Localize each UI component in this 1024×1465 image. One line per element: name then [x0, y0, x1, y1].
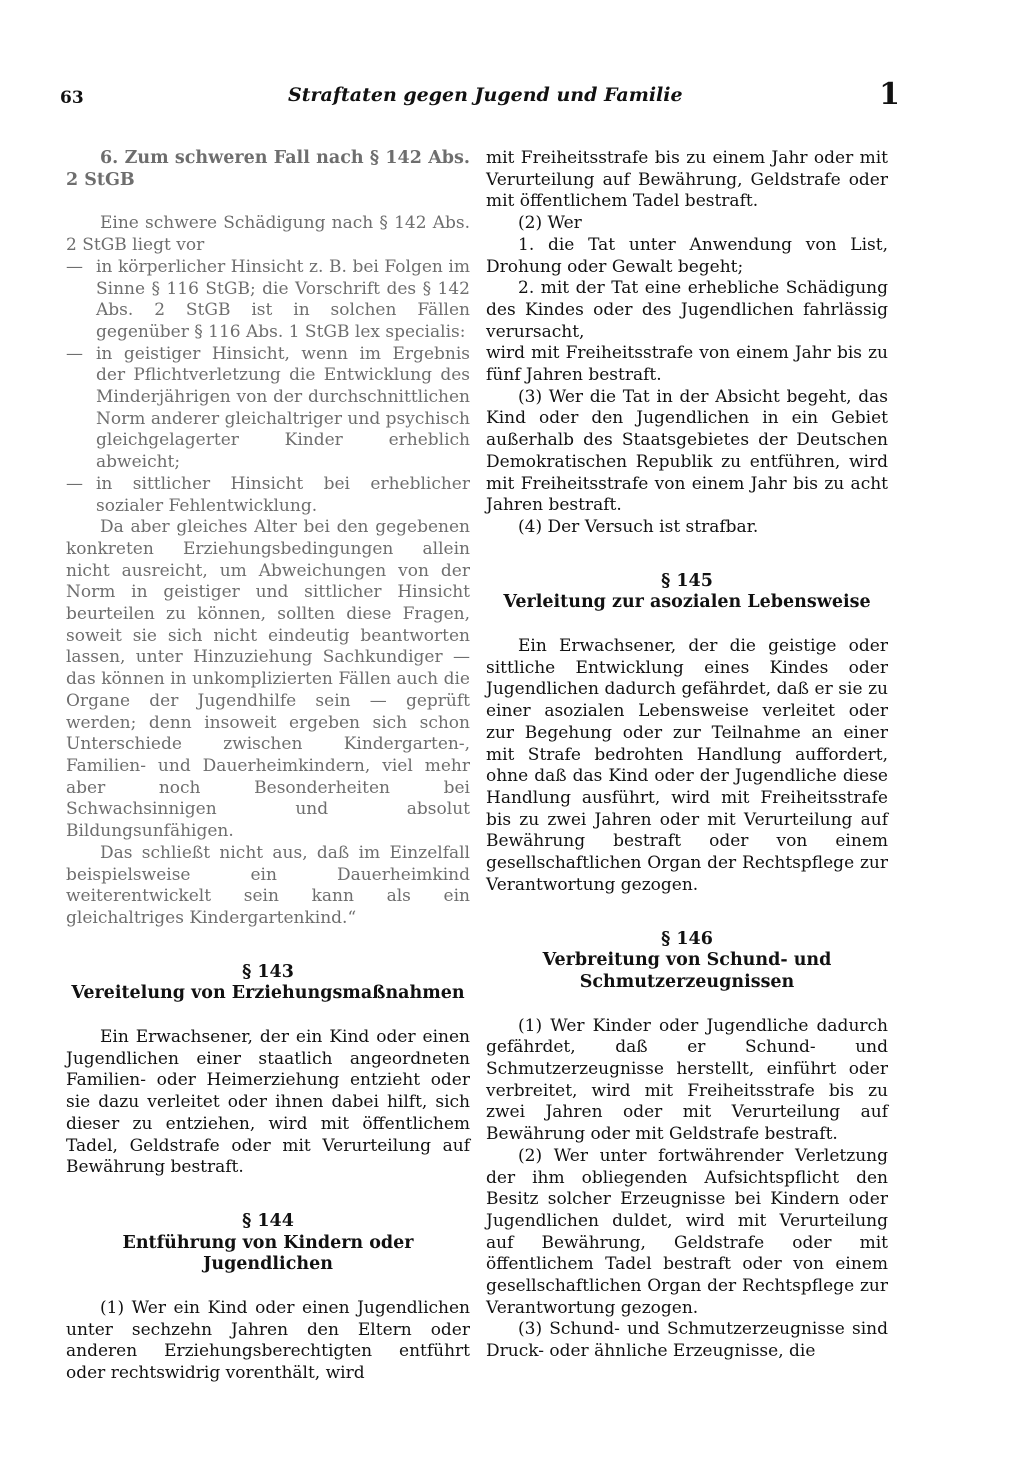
- statute-paragraph: 1. die Tat unter Anwendung von List, Drohung oder Gewalt begeht;: [486, 234, 888, 277]
- statute-paragraph: Ein Erwachsener, der die geistige oder sittliche Entwicklung eines Kindes oder Jugendlichen dadurch gefährdet, daß er sie zu einer asozialen Lebensweise verleitet oder zur Begehung oder zur Teilnahme an einer mit Strafe bedrohten Handlung auffordert, ohne daß das Kind oder der Jugendliche diese Handlung ausführt, wird mit Freiheitsstrafe bis zu zwei Jahren oder mit Verurteilung auf Bewährung bestraft oder von einem gesellschaftlichen Organ der Rechtspflege zur Verantwortung gezogen.: [486, 636, 888, 895]
- section-title: Schmutzerzeugnissen: [579, 971, 795, 992]
- list-item-text: in sittlicher Hinsicht bei erheblicher sozialer Fehlentwicklung.: [96, 473, 470, 516]
- section-title: Vereitelung von Erziehungsmaßnahmen: [71, 983, 465, 1004]
- statute-paragraph: (1) Wer Kinder oder Jugendliche dadurch gefährdet, daß er Schund- und Schmutzerzeugnisse herstellt, einführt oder verbreitet, wird mit Freiheitsstrafe bis zu zwei Jahren oder mit Verurteilung auf Bewährung oder mit Geldstrafe bestraft.: [486, 1015, 888, 1145]
- section-title: Verbreitung von Schund- und: [542, 950, 832, 971]
- statute-paragraph: (3) Wer die Tat in der Absicht begeht, das Kind oder den Jugendlichen in ein Gebiet außerhalb des Staatsgebietes der Deutschen Demokratischen Republik zu entführen, wird mit Freiheitsstrafe von einem Jahr bis zu acht Jahren bestraft.: [486, 386, 888, 516]
- statute-paragraph: (2) Wer: [518, 213, 582, 234]
- dash-marker: —: [66, 473, 83, 494]
- statute-paragraph: (2) Wer unter fortwährender Verletzung der ihm obliegenden Aufsichtspflicht den Besitz solcher Erzeugnisse bei Kindern oder Jugendlichen duldet, wird mit Verurteilung auf Bewährung, Geldstrafe oder mit öffentlichem Tadel bestraft oder von einem gesellschaftlichen Organ der Rechtspflege zur Verantwortung gezogen.: [486, 1145, 888, 1318]
- list-item-text: in geistiger Hinsicht, wenn im Ergebnis der Pflichtverletzung die Entwicklung des Minderjährigen von der durchschnittlichen Norm anderer gleichaltriger und psychisch gleichgelagerter Kinder erheblich abweicht;: [96, 343, 470, 473]
- page-header: [60, 77, 900, 114]
- statute-paragraph: (3) Schund- und Schmutzerzeugnisse sind Druck- oder ähnliche Erzeugnisse, die: [486, 1319, 888, 1362]
- list-item-text: in körperlicher Hinsicht z. B. bei Folgen im Sinne § 116 StGB; die Vorschrift des § 142 Abs. 2 StGB ist in solchen Fällen gegenüber § 116 Abs. 1 StGB lex specialis:: [96, 256, 470, 342]
- section-number: § 144: [242, 1210, 294, 1231]
- statute-paragraph: 2. mit der Tat eine erhebliche Schädigung des Kindes oder des Jugendlichen fahrlässig verursacht,: [486, 278, 888, 342]
- chapter-number: 1: [879, 77, 900, 112]
- right-column: [486, 148, 888, 1363]
- section-number: § 146: [661, 928, 713, 949]
- statute-paragraph: wird mit Freiheitsstrafe von einem Jahr bis zu fünf Jahren bestraft.: [486, 343, 888, 386]
- statute-paragraph: (4) Der Versuch ist strafbar.: [518, 516, 759, 537]
- section-number: § 143: [242, 961, 294, 982]
- section-title: Verleitung zur asozialen Lebensweise: [503, 592, 871, 613]
- page-number: 63: [60, 88, 84, 108]
- section-title: Entführung von Kindern oder Jugendlichen: [122, 1232, 414, 1275]
- commentary-paragraph: Das schließt nicht aus, daß im Einzelfall beispielsweise ein Dauerheimkind weiterentwickelt sein kann als ein gleichaltriges Kindergartenkind.“: [66, 842, 470, 928]
- statute-paragraph: (1) Wer ein Kind oder einen Jugendlichen unter sechzehn Jahren den Eltern oder anderen Erziehungsberechtigten entführt oder rechtswidrig vorenthält, wird: [66, 1298, 470, 1384]
- section-number: § 145: [661, 570, 713, 591]
- left-column: [66, 148, 470, 1385]
- commentary-paragraph: Eine schwere Schädigung nach § 142 Abs. 2 StGB liegt vor: [66, 213, 470, 256]
- list-item: [66, 474, 470, 517]
- list-item: [66, 344, 470, 474]
- running-title: Straftaten gegen Jugend und Familie: [288, 84, 683, 106]
- commentary-paragraph: Da aber gleiches Alter bei den gegebenen konkreten Erziehungsbedingungen allein nicht ausreicht, um Abweichungen von der Norm in geistiger und sittlicher Hinsicht beurteilen zu können, sollten diese Fragen, soweit sie sich nicht eindeutig beantworten lassen, unter Hinzuziehung Sachkundiger — das können in unkomplizierten Fällen auch die Organe der Jugendhilfe sein — geprüft werden; denn insoweit ergeben sich schon Unterschiede zwischen Kindergarten-, Familien- und Dauerheimkindern, viel mehr aber noch Besonderheiten bei Schwachsinnigen und absolut Bildungsunfähigen.: [66, 517, 470, 842]
- dash-marker: —: [66, 256, 83, 277]
- dash-marker: —: [66, 343, 83, 364]
- commentary-heading: 6. Zum schweren Fall nach § 142 Abs. 2 StGB: [66, 148, 470, 190]
- statute-paragraph: Ein Erwachsener, der ein Kind oder einen Jugendlichen einer staatlich angeordneten Familien- oder Heimerziehung entzieht oder sie dazu verleitet oder ihnen dabei hilft, sich dieser zu entziehen, wird mit öffentlichem Tadel, Geldstrafe oder mit Verurteilung auf Bewährung bestraft.: [66, 1027, 470, 1178]
- statute-paragraph: mit Freiheitsstrafe bis zu einem Jahr oder mit Verurteilung auf Bewährung, Geldstrafe oder mit öffentlichem Tadel bestraft.: [486, 148, 888, 212]
- list-item: [66, 257, 470, 344]
